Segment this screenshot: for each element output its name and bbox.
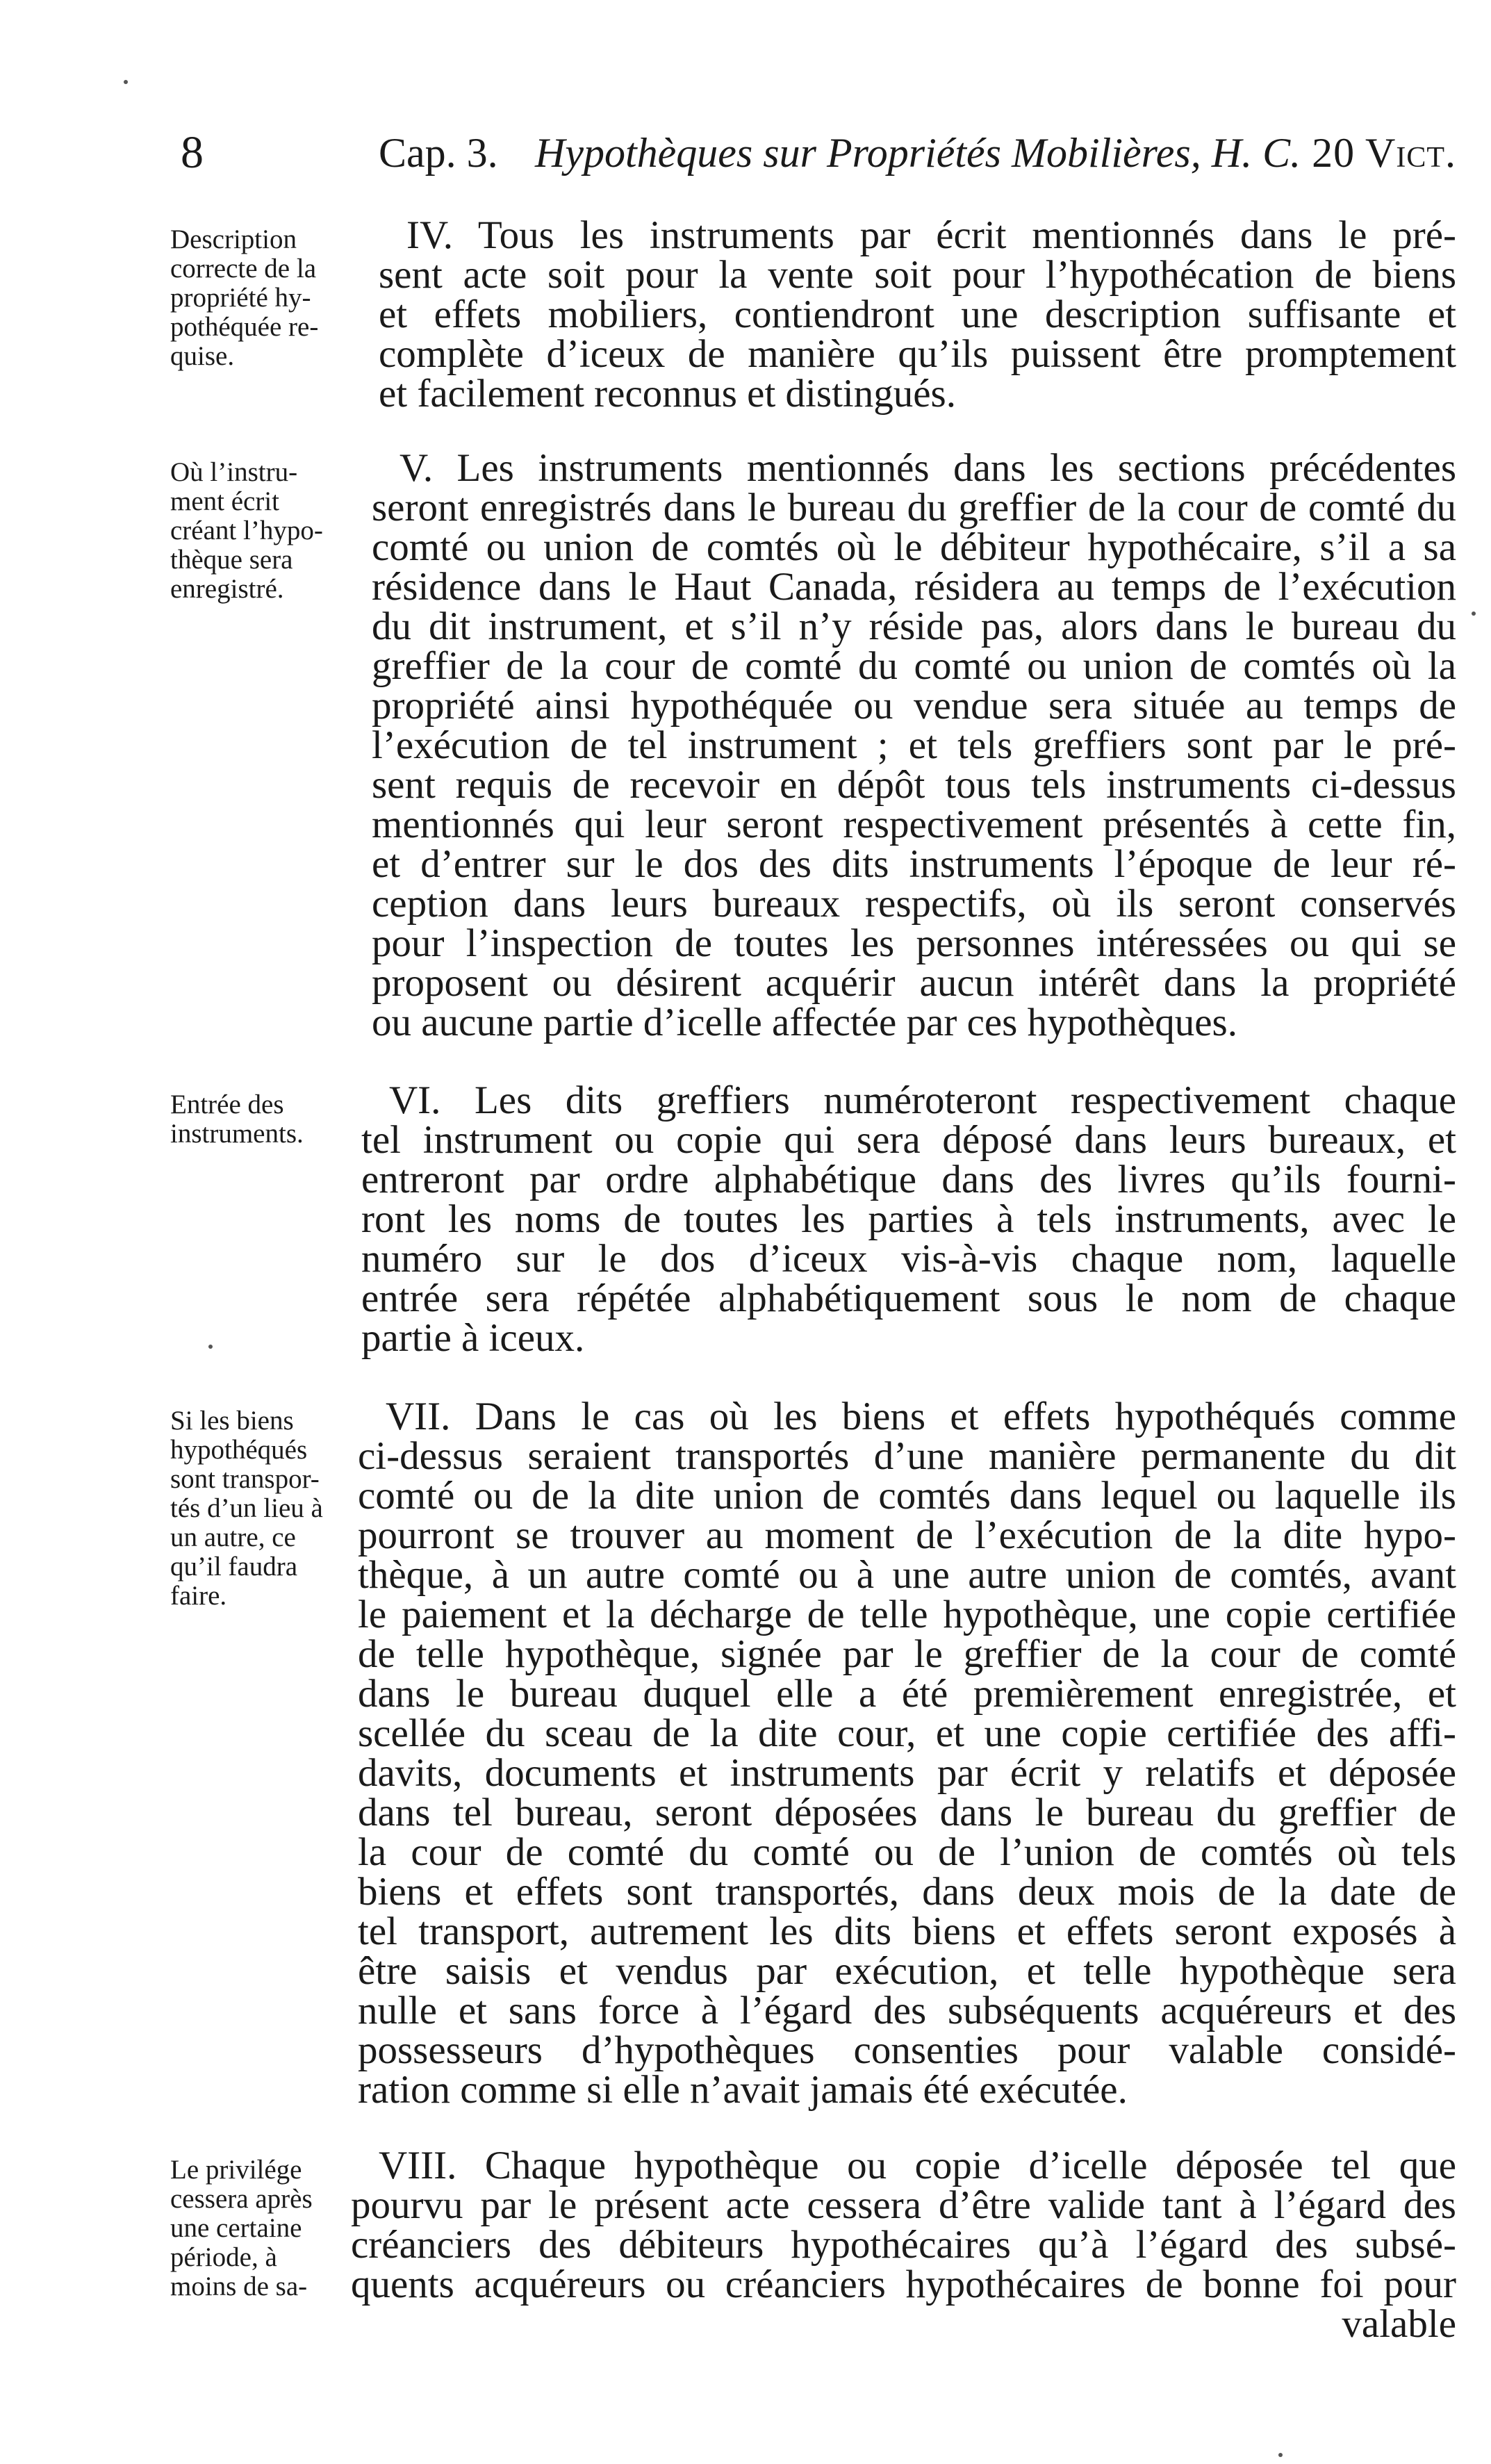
section-body (358, 1397, 1456, 2110)
text-line: l’exécution de tel instrument ; et tels greffiers sont par le pré- (372, 723, 1456, 767)
text-line: quents acquéreurs ou créanciers hypothécaires de bonne foi pour (351, 2262, 1456, 2306)
text-line: thèque, à un autre comté ou à une autre union de comtés, avant (358, 1553, 1456, 1597)
text-line: biens et effets sont transportés, dans deux mois de la date de (358, 1870, 1456, 1914)
text-line: scellée du sceau de la dite cour, et une copie certifiée des affi- (358, 1711, 1456, 1755)
marginal-note: Où l’instru- ment écrit créant l’hypo- thèque sera enregistré. (170, 457, 323, 604)
text-line: VII. Dans le cas où les biens et effets hypothéqués comme (386, 1395, 1456, 1438)
text-line: propriété ainsi hypothéquée ou vendue sera située au temps de (372, 684, 1456, 728)
text-line: possesseurs d’hypothèques consenties pour valable considé- (358, 2028, 1456, 2072)
text-line: proposent ou désirent acquérir aucun intérêt dans la propriété (372, 961, 1456, 1005)
text-line: ration comme si elle n’avait jamais été exécutée. (358, 2068, 1128, 2112)
text-line: sent acte soit pour la vente soit pour l’hypothécation de biens (379, 253, 1456, 297)
page-number: 8 (181, 127, 204, 178)
text-line: mentionnés qui leur seront respectivement présentés à cette fin, (372, 803, 1456, 846)
text-line: tel transport, autrement les dits biens et effets seront exposés à (358, 1909, 1456, 1953)
scan-speck (1472, 611, 1476, 616)
running-title: Hypothèques sur Propriétés Mobilières, H. C. (535, 130, 1301, 176)
section-body (361, 1078, 1456, 1360)
text-line: tel instrument ou copie qui sera déposé dans leurs bureaux, et (361, 1118, 1456, 1162)
text-line: numéro sur le dos d’iceux vis-à-vis chaque nom, laquelle (361, 1237, 1456, 1281)
section-body (372, 448, 1456, 1042)
text-line: ception dans leurs bureaux respectifs, où ils seront conservés (372, 882, 1456, 926)
text-line: seront enregistrés dans le bureau du greffier de la cour de comté du (372, 486, 1456, 529)
text-line: résidence dans le Haut Canada, résidera au temps de l’exécution (372, 565, 1456, 609)
text-line: VIII. Chaque hypothèque ou copie d’icelle déposée tel que (379, 2144, 1456, 2187)
marginal-note: Si les biens hypothéqués sont transpor- tés d’un lieu à un autre, ce qu’il faudra faire. (170, 1406, 323, 1611)
text-line: VI. Les dits greffiers numéroteront respectivement chaque (389, 1078, 1456, 1122)
text-line: du dit instrument, et s’il n’y réside pas, alors dans le bureau du (372, 605, 1456, 648)
marginal-note: Entrée des instruments. (170, 1090, 304, 1149)
text-line: dans tel bureau, seront déposées dans le bureau du greffier de (358, 1791, 1456, 1834)
section-body (351, 2146, 1456, 2344)
scan-speck (124, 80, 128, 84)
text-line: pourvu par le présent acte cessera d’être valide tant à l’égard des (351, 2183, 1456, 2227)
text-line: la cour de comté du comté ou de l’union de comtés où tels (358, 1830, 1456, 1874)
scan-speck (1278, 2453, 1283, 2457)
text-line: V. Les instruments mentionnés dans les sections précédentes (399, 446, 1456, 490)
chapter-label: Cap. 3. (379, 130, 498, 176)
text-line: sent requis de recevoir en dépôt tous tels instruments ci-dessus (372, 763, 1456, 807)
text-line: nulle et sans force à l’égard des subséquents acquéreurs et des (358, 1989, 1456, 2032)
text-line: complète d’iceux de manière qu’ils puissent être promptement (379, 332, 1456, 376)
text-line: ci-dessus seraient transportés d’une manière permanente du dit (358, 1434, 1456, 1478)
text-line: greffier de la cour de comté du comté ou union de comtés où la (372, 644, 1456, 688)
text-line: et facilement reconnus et distingués. (379, 372, 956, 416)
scan-speck (208, 1345, 213, 1349)
text-line: créanciers des débiteurs hypothécaires qu’à l’égard des subsé- (351, 2223, 1456, 2267)
text-line: comté ou de la dite union de comtés dans lequel ou laquelle ils (358, 1474, 1456, 1518)
text-line: entrée sera répétée alphabétiquement sous le nom de chaque (361, 1276, 1456, 1320)
text-line: ront les noms de toutes les parties à tels instruments, avec le (361, 1197, 1456, 1241)
text-line: ou aucune partie d’icelle affectée par ces hypothèques. (372, 1001, 1237, 1044)
text-line: IV. Tous les instruments par écrit mentionnés dans le pré- (406, 213, 1456, 257)
text-line: et effets mobiliers, contiendront une description suffisante et (379, 293, 1456, 336)
running-header (0, 122, 1491, 184)
text-line: être saisis et vendus par exécution, et telle hypothèque sera (358, 1949, 1456, 1993)
text-line: le paiement et la décharge de telle hypothèque, une copie certifiée (358, 1593, 1456, 1636)
text-line: valable (1342, 2302, 1456, 2346)
text-line: pourront se trouver au moment de l’exécution de la dite hypo- (358, 1513, 1456, 1557)
section-body (379, 213, 1456, 416)
text-line: de telle hypothèque, signée par le greffier de la cour de comté (358, 1632, 1456, 1676)
text-line: entreront par ordre alphabétique dans des livres qu’ils fourni- (361, 1158, 1456, 1201)
text-line: dans le bureau duquel elle a été premièrement enregistrée, et (358, 1672, 1456, 1716)
text-line: pour l’inspection de toutes les personnes intéressées ou qui se (372, 921, 1456, 965)
marginal-note: Le privilége cessera après une certaine période, à moins de sa- (170, 2155, 313, 2301)
text-line: davits, documents et instruments par écrit y relatifs et déposée (358, 1751, 1456, 1795)
marginal-note: Description correcte de la propriété hy- pothéquée re- quise. (170, 224, 319, 371)
regnal-year: 20 Vict. (1312, 130, 1456, 176)
text-line: et d’entrer sur le dos des dits instruments l’époque de leur ré- (372, 842, 1456, 886)
text-line: partie à iceux. (361, 1316, 585, 1360)
text-line: comté ou union de comtés où le débiteur hypothécaire, s’il a sa (372, 525, 1456, 569)
